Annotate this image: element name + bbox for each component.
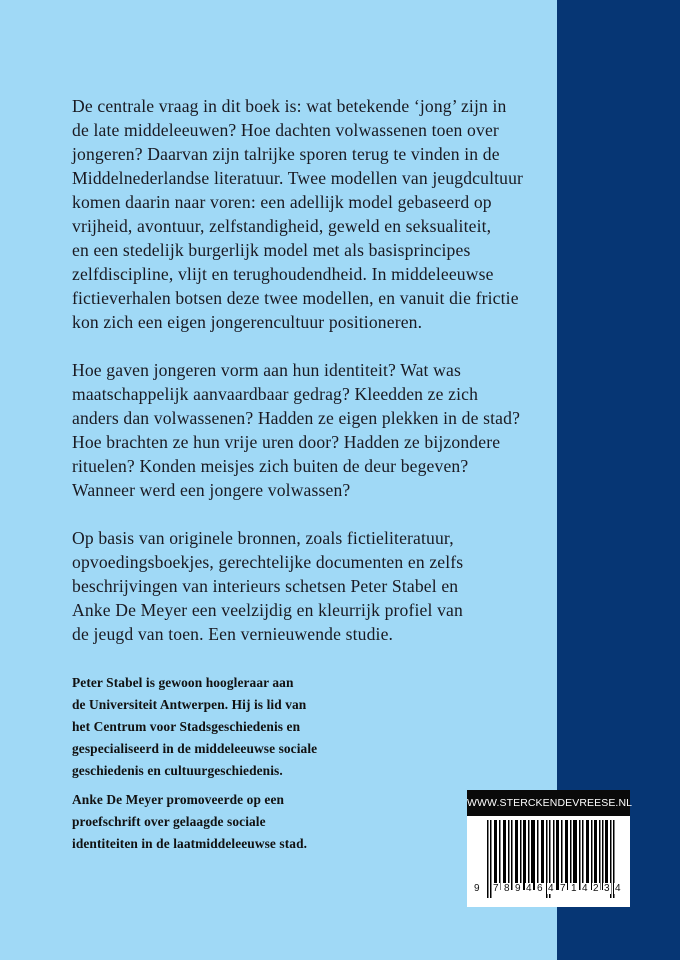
text-line: Op basis van originele bronnen, zoals fictieliteratuur,	[72, 528, 454, 548]
isbn-digit: 7	[560, 883, 566, 894]
text-line: gespecialiseerd in de middeleeuwse sociale	[72, 741, 318, 756]
isbn-digit: 4	[582, 883, 588, 894]
text-line: Middelnederlandse literatuur. Twee modellen van jeugdcultuur	[72, 168, 524, 188]
text-line: vrijheid, avontuur, zelfstandigheid, geweld en seksualiteit,	[72, 216, 492, 236]
text-line: het Centrum voor Stadsgeschiedenis en	[72, 719, 301, 734]
text-line: beschrijvingen van interieurs schetsen Peter Stabel en	[72, 576, 459, 596]
text-line: zelfdiscipline, vlijt en terughoudendheid. In middeleeuwse	[72, 264, 494, 284]
blurb-paragraph-2	[72, 358, 552, 502]
isbn-digit: 9	[515, 883, 521, 894]
text-line: Anke De Meyer promoveerde op een	[72, 792, 285, 807]
barcode-label	[467, 790, 633, 907]
text-line: De centrale vraag in dit boek is: wat betekende ‘jong’ zijn in	[72, 96, 507, 116]
text-line: geschiedenis en cultuurgeschiedenis.	[72, 763, 283, 778]
isbn-digit: 6	[537, 883, 543, 894]
text-line: rituelen? Konden meisjes zich buiten de deur begeven?	[72, 456, 469, 476]
text-line: de late middeleeuwen? Hoe dachten volwassenen toen over	[72, 120, 499, 140]
isbn-digit: 9	[474, 883, 480, 894]
bio-peter-stabel	[72, 672, 317, 782]
text-line: maatschappelijk aanvaardbaar gedrag? Kleedden ze zich	[72, 384, 479, 404]
text-line: komen daarin naar voren: een adellijk model gebaseerd op	[72, 192, 492, 212]
blurb-paragraph-3	[72, 526, 552, 646]
text-line: Peter Stabel is gewoon hoogleraar aan	[72, 675, 294, 690]
text-line: Wanneer werd een jongere volwassen?	[72, 480, 351, 500]
text-line: kon zich een eigen jongerencultuur positioneren.	[72, 312, 423, 332]
text-line: Hoe gaven jongeren vorm aan hun identiteit? Wat was	[72, 360, 461, 380]
isbn-digit: 7	[493, 883, 499, 894]
author-bios	[72, 672, 317, 862]
text-line: identiteiten in de laatmiddeleeuwse stad.	[72, 836, 308, 851]
isbn-digit: 8	[504, 883, 510, 894]
text-line: fictieverhalen botsen deze twee modellen, en vanuit die frictie	[72, 288, 519, 308]
text-line: de Universiteit Antwerpen. Hij is lid van	[72, 697, 307, 712]
text-line: jongeren? Daarvan zijn talrijke sporen terug te vinden in de	[72, 144, 500, 164]
isbn-digit: 4	[615, 883, 621, 894]
blurb	[72, 94, 552, 670]
text-line: anders dan volwassenen? Hadden ze eigen plekken in de stad?	[72, 408, 521, 428]
text-line: opvoedingsboekjes, gerechtelijke documenten en zelfs	[72, 552, 464, 572]
text-line: Hoe brachten ze hun vrije uren door? Hadden ze bijzondere	[72, 432, 501, 452]
text-line: en een stedelijk burgerlijk model met als basisprincipes	[72, 240, 471, 260]
isbn-digit: 2	[593, 883, 599, 894]
text-line: proefschrift over gelaagde sociale	[72, 814, 266, 829]
blurb-paragraph-1	[72, 94, 552, 334]
publisher-website: WWW.STERCKENDEVREESE.NL	[467, 790, 630, 816]
isbn-digit: 4	[526, 883, 532, 894]
isbn-digit: 3	[604, 883, 610, 894]
text-line: de jeugd van toen. Een vernieuwende studie.	[72, 624, 394, 644]
bio-anke-de-meyer	[72, 789, 317, 855]
isbn-digit: 1	[571, 883, 577, 894]
text-line: Anke De Meyer een veelzijdig en kleurrijk profiel van	[72, 600, 463, 620]
isbn-digit: 4	[548, 883, 554, 894]
